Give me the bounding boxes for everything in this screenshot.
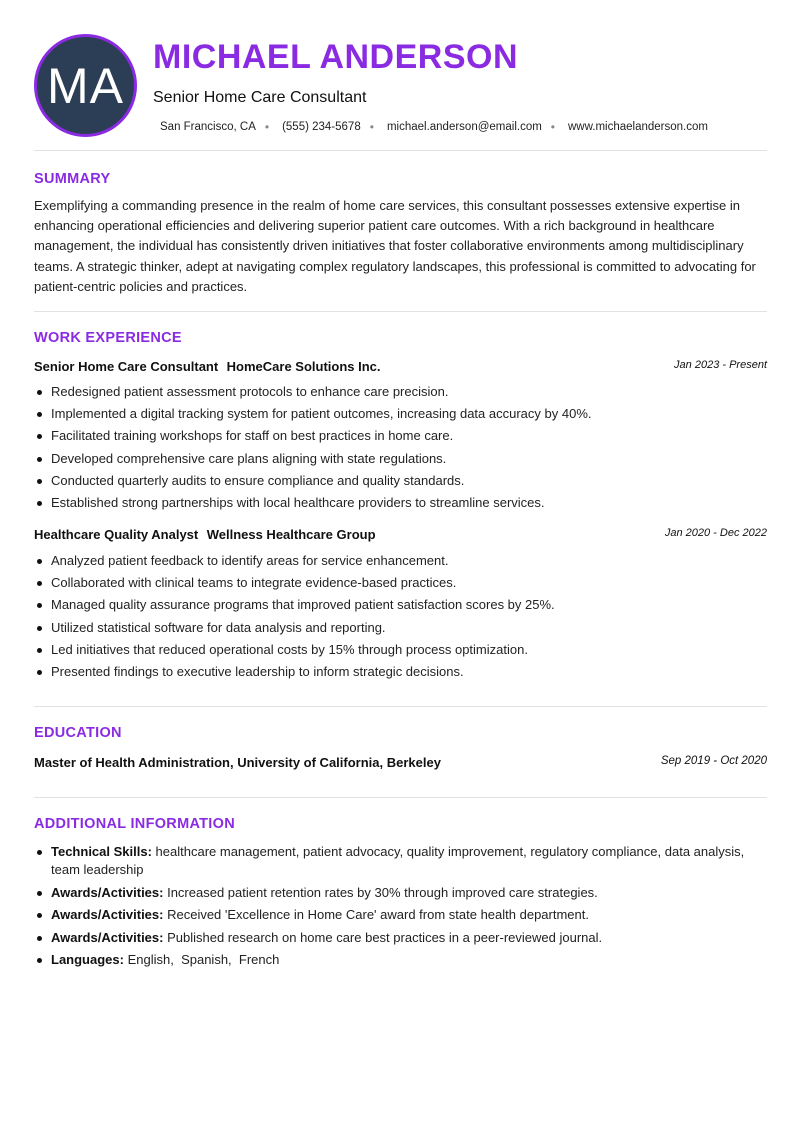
- list-item: Facilitated training workshops for staff on best practices in home care.: [34, 428, 767, 450]
- contact-website[interactable]: www.michaelanderson.com: [568, 121, 708, 133]
- list-item: [34, 906, 767, 924]
- contact-phone: (555) 234-5678: [282, 121, 361, 133]
- list-item: [34, 884, 767, 902]
- separator-dot: •: [550, 120, 555, 134]
- job-header: [34, 358, 767, 376]
- avatar: [34, 34, 137, 137]
- job-dates: Jan 2023 - Present: [674, 359, 767, 371]
- list-item: Managed quality assurance programs that improved patient satisfaction scores by 25%.: [34, 597, 767, 619]
- info-label: Technical Skills:: [51, 844, 152, 859]
- candidate-name: MICHAEL ANDERSON: [153, 38, 519, 76]
- info-text: Published research on home care best practices in a peer-reviewed journal.: [167, 929, 603, 945]
- info-label: Awards/Activities:: [51, 907, 164, 922]
- job-bullets: [34, 553, 767, 686]
- section-divider: [34, 150, 767, 151]
- list-item: [34, 929, 767, 947]
- list-item: Analyzed patient feedback to identify areas for service enhancement.: [34, 553, 767, 575]
- list-item: Established strong partnerships with local healthcare providers to streamline services.: [34, 495, 767, 517]
- additional-heading: ADDITIONAL INFORMATION: [34, 816, 235, 832]
- resume-header: [0, 0, 800, 150]
- info-text: Received 'Excellence in Home Care' award from state health department.: [167, 907, 589, 922]
- list-item: Collaborated with clinical teams to integrate evidence-based practices.: [34, 575, 767, 597]
- contact-location: San Francisco, CA: [160, 121, 256, 133]
- job-header: [34, 526, 767, 544]
- job-company: Wellness Healthcare Group: [206, 527, 376, 542]
- list-item: Developed comprehensive care plans aligning with state regulations.: [34, 451, 767, 473]
- contact-email[interactable]: michael.anderson@email.com: [386, 121, 542, 133]
- education-degree: Master of Health Administration, University of California, Berkeley: [34, 755, 441, 770]
- list-item: Implemented a digital tracking system for patient outcomes, increasing data accuracy by 40%.: [34, 406, 767, 428]
- info-text: Increased patient retention rates by 30% through improved care strategies.: [167, 884, 598, 900]
- list-item: [34, 843, 767, 879]
- separator-dot: •: [264, 120, 270, 134]
- experience-heading: WORK EXPERIENCE: [34, 330, 182, 346]
- job-dates: Jan 2020 - Dec 2022: [664, 527, 767, 539]
- candidate-role: Senior Home Care Consultant: [153, 89, 367, 106]
- list-item: Led initiatives that reduced operational costs by 15% through process optimization.: [34, 642, 767, 664]
- education-entry: [34, 754, 767, 772]
- education-heading: EDUCATION: [34, 725, 122, 741]
- summary-text: Exemplifying a commanding presence in the realm of home care services, this consultant possesses extensive expertise in enhancing operational efficiencies and delivering superior patient care outcomes. With a rich background in healthcare management, the individual has consistently driven initiatives that foster collaborative environments among multidisciplinary teams. A strategic thinker, adept at navigating complex regulatory landscapes, this professional is committed to advocating for patient-centric policies and practices.: [34, 198, 756, 294]
- additional-list: [34, 843, 767, 974]
- list-item: Utilized statistical software for data analysis and reporting.: [34, 620, 767, 642]
- info-label: Awards/Activities:: [51, 884, 164, 900]
- section-divider: [34, 797, 767, 798]
- section-divider: [34, 311, 767, 312]
- info-label: Awards/Activities:: [51, 929, 164, 945]
- job-title: Healthcare Quality Analyst: [34, 527, 199, 542]
- list-item: Presented findings to executive leadership to inform strategic decisions.: [34, 664, 767, 686]
- list-item: [34, 951, 767, 969]
- section-divider: [34, 706, 767, 707]
- job-bullets: [34, 384, 767, 517]
- summary-heading: SUMMARY: [34, 171, 111, 187]
- info-text: healthcare management, patient advocacy, quality improvement, regulatory compliance, data analysis, team leadership: [51, 844, 745, 877]
- list-item: Conducted quarterly audits to ensure compliance and quality standards.: [34, 473, 767, 495]
- avatar-initials: MA: [47, 57, 124, 114]
- job-title: Senior Home Care Consultant: [34, 359, 219, 374]
- info-label: Languages:: [51, 952, 124, 967]
- contact-bar: [160, 120, 708, 134]
- education-dates: Sep 2019 - Oct 2020: [660, 755, 767, 767]
- list-item: Redesigned patient assessment protocols to enhance care precision.: [34, 384, 767, 406]
- job-company: HomeCare Solutions Inc.: [226, 359, 381, 374]
- info-text: English, Spanish, French: [127, 952, 280, 967]
- separator-dot: •: [369, 120, 374, 134]
